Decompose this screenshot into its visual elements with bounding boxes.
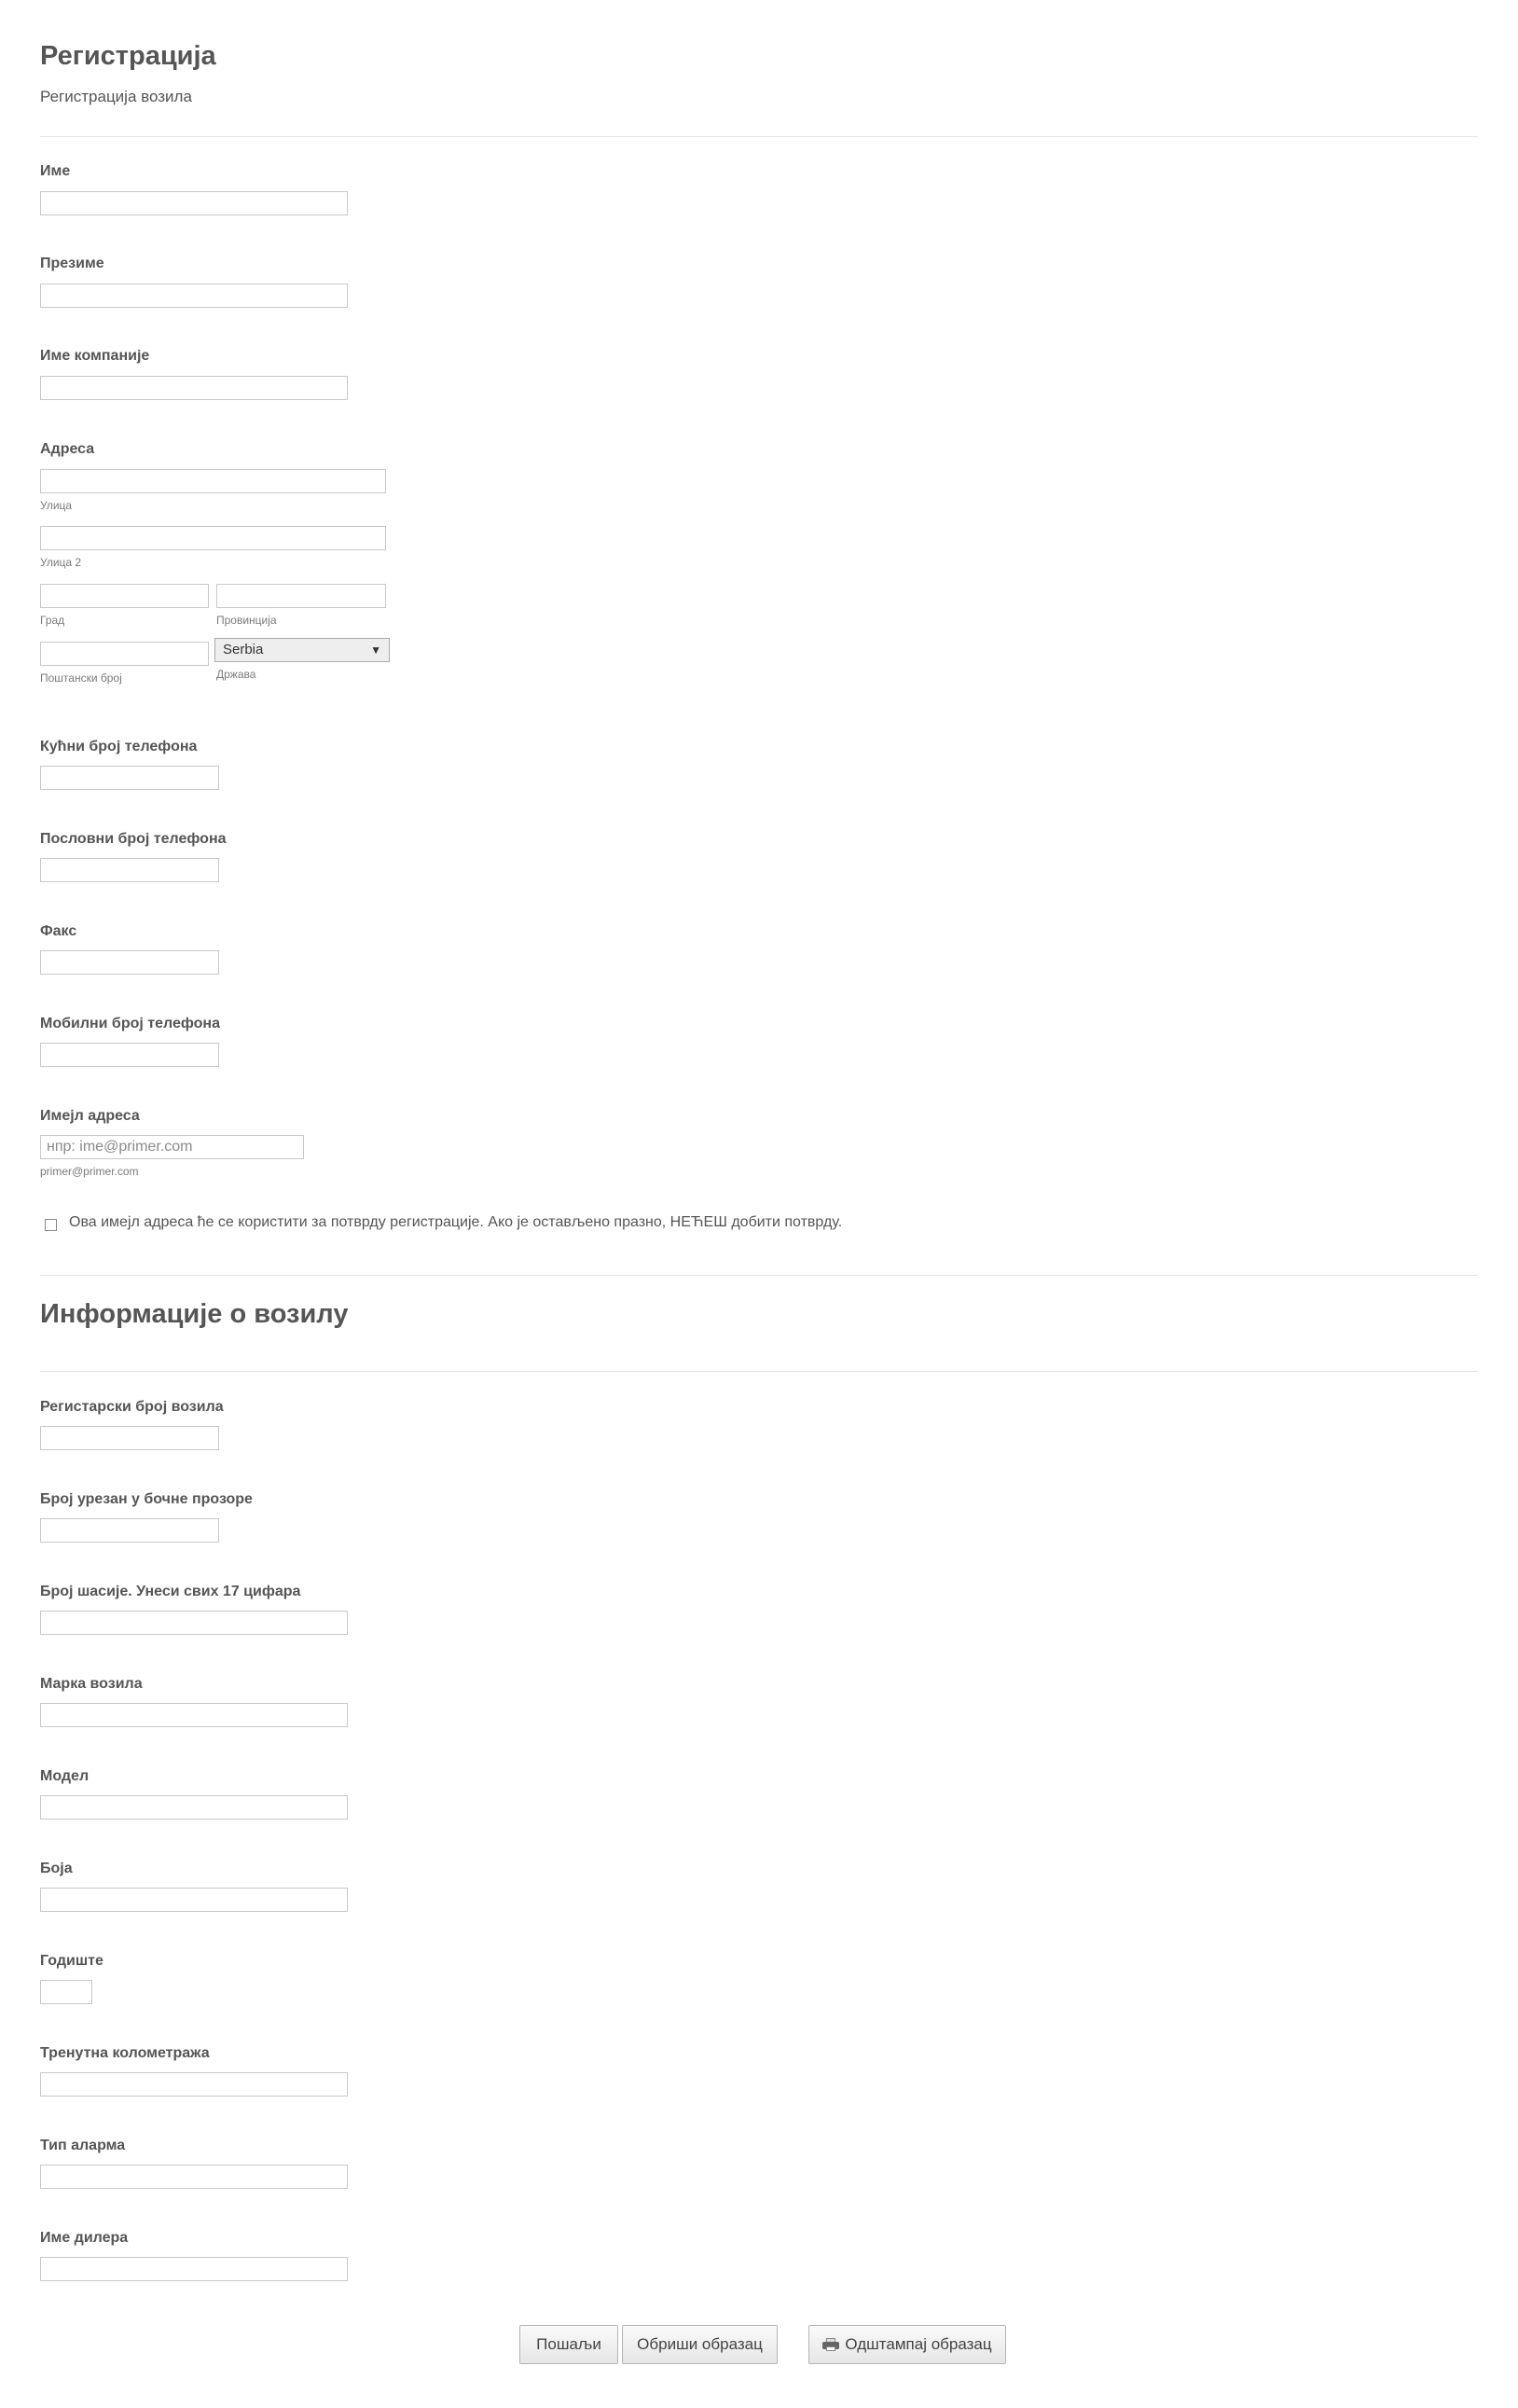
window-number-input[interactable] xyxy=(40,1518,219,1543)
year-input[interactable] xyxy=(40,1980,92,2004)
divider xyxy=(40,136,1478,137)
alarm-input[interactable] xyxy=(40,2165,348,2189)
vin-label: Број шасије. Унеси свих 17 цифара xyxy=(40,1584,301,1599)
printer-icon xyxy=(822,2338,839,2351)
alarm-label: Тип аларма xyxy=(40,2138,126,2153)
mobile-label: Мобилни број телефона xyxy=(40,1016,220,1031)
mobile-input[interactable] xyxy=(40,1043,219,1067)
street2-sublabel: Улица 2 xyxy=(40,556,82,569)
last-name-label: Презиме xyxy=(40,256,104,271)
model-label: Модел xyxy=(40,1768,90,1784)
form-title: Регистрација xyxy=(40,41,216,71)
vehicle-section-title: Информације о возилу xyxy=(40,1299,349,1329)
make-label: Марка возила xyxy=(40,1676,143,1692)
work-phone-input[interactable] xyxy=(40,858,219,882)
home-phone-input[interactable] xyxy=(40,766,219,790)
submit-button[interactable]: Пошаљи xyxy=(519,2325,618,2364)
print-form-label: Одштампај образац xyxy=(845,2335,992,2353)
divider xyxy=(40,1275,1478,1276)
first-name-label: Име xyxy=(40,163,71,179)
province-input[interactable] xyxy=(216,584,386,608)
divider xyxy=(40,1371,1478,1372)
street2-input[interactable] xyxy=(40,526,386,550)
email-confirm-text: Ова имејл адреса ће се користити за потврду регистрације. Ако је остављено празно, НЕЋЕШ добити потврду. xyxy=(69,1214,843,1230)
country-select-value: Serbia xyxy=(223,642,264,657)
mileage-input[interactable] xyxy=(40,2072,348,2097)
color-label: Боја xyxy=(40,1861,73,1876)
registration-label: Регистарски број возила xyxy=(40,1399,224,1415)
fax-label: Факс xyxy=(40,923,77,939)
postal-code-input[interactable] xyxy=(40,642,209,666)
work-phone-label: Пословни број телефона xyxy=(40,831,227,847)
country-select[interactable] xyxy=(214,638,390,662)
email-input[interactable] xyxy=(40,1135,304,1159)
vin-input[interactable] xyxy=(40,1611,348,1635)
make-input[interactable] xyxy=(40,1703,348,1727)
street-input[interactable] xyxy=(40,469,386,493)
country-sublabel: Држава xyxy=(216,668,256,681)
company-label: Име компаније xyxy=(40,348,150,364)
postal-code-sublabel: Поштански број xyxy=(40,671,122,685)
mileage-label: Тренутна колометража xyxy=(40,2045,210,2061)
email-label: Имејл адреса xyxy=(40,1108,140,1124)
form-subtitle: Регистрација возила xyxy=(40,88,192,105)
color-input[interactable] xyxy=(40,1888,348,1912)
company-input[interactable] xyxy=(40,376,348,400)
city-input[interactable] xyxy=(40,584,209,608)
home-phone-label: Кућни број телефона xyxy=(40,739,198,754)
dealer-input[interactable] xyxy=(40,2257,348,2281)
street-sublabel: Улица xyxy=(40,499,73,512)
first-name-input[interactable] xyxy=(40,191,348,215)
province-sublabel: Провинција xyxy=(216,614,277,627)
registration-input[interactable] xyxy=(40,1426,219,1450)
address-label: Адреса xyxy=(40,441,95,457)
print-form-button[interactable] xyxy=(808,2325,1006,2364)
chevron-down-icon: ▼ xyxy=(370,644,381,657)
fax-input[interactable] xyxy=(40,950,219,975)
model-input[interactable] xyxy=(40,1795,348,1820)
city-sublabel: Град xyxy=(40,614,65,627)
email-hint: primer@primer.com xyxy=(40,1165,139,1178)
dealer-label: Име дилера xyxy=(40,2230,129,2246)
year-label: Годиште xyxy=(40,1953,104,1969)
window-number-label: Број урезан у бочне прозоре xyxy=(40,1491,253,1507)
email-confirm-checkbox[interactable] xyxy=(45,1219,57,1231)
clear-form-button[interactable]: Обриши образац xyxy=(622,2325,778,2364)
last-name-input[interactable] xyxy=(40,284,348,308)
